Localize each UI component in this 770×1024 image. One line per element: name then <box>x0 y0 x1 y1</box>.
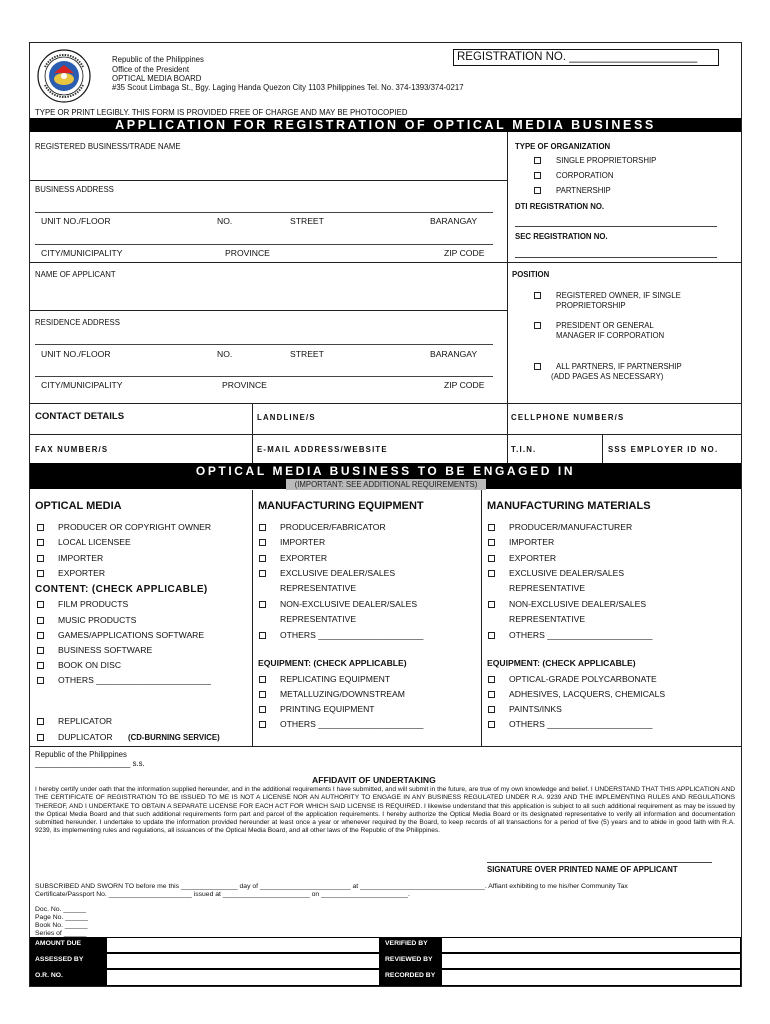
sworn-line-2: Certificate/Passport No. ______________________ issued at _______________________ on _______________________. <box>35 891 410 898</box>
form-border <box>29 42 742 987</box>
eq-exclusive-label: EXCLUSIVE DEALER/SALES <box>280 568 396 578</box>
polycarbonate-label: OPTICAL-GRADE POLYCARBONATE <box>509 674 657 684</box>
unit-label-2: UNIT NO./FLOOR <box>41 349 111 359</box>
om-exporter-checkbox[interactable] <box>37 570 44 577</box>
instruction-text: TYPE OR PRINT LEGIBLY. THIS FORM IS PROVIDED FREE OF CHARGE AND MAY BE PHOTOCOPIED <box>35 108 408 117</box>
eq-others-label: OTHERS ______________________ <box>280 630 424 640</box>
assessed-by-field[interactable] <box>107 954 379 968</box>
replicating-equipment-label: REPLICATING EQUIPMENT <box>280 674 391 684</box>
corporation-checkbox[interactable] <box>534 172 541 179</box>
affidavit-ss: ______________________ s.s. <box>35 759 145 768</box>
doc-no: Doc. No. ______ <box>35 906 87 913</box>
adhesives-label: ADHESIVES, LACQUERS, CHEMICALS <box>509 689 666 699</box>
local-licensee-checkbox[interactable] <box>37 539 44 546</box>
dti-field[interactable] <box>515 226 717 227</box>
amount-due-field[interactable] <box>107 938 379 952</box>
eq-nonexclusive-label: NON-EXCLUSIVE DEALER/SALES <box>280 599 418 609</box>
music-products-label: MUSIC PRODUCTS <box>58 615 137 625</box>
paints-inks-checkbox[interactable] <box>488 706 495 713</box>
applicant-name-label: NAME OF APPLICANT <box>35 270 116 279</box>
position-partners-label-2: (ADD PAGES AS NECESSARY) <box>551 372 664 381</box>
book-on-disc-checkbox[interactable] <box>37 662 44 669</box>
landline-label: LANDLINE/S <box>257 413 316 422</box>
mat-check-others-label: OTHERS ______________________ <box>509 719 653 729</box>
contact-details-label: CONTACT DETAILS <box>35 411 125 422</box>
mat-nonexclusive-representative: REPRESENTATIVE <box>509 614 586 624</box>
optical-media-title: OPTICAL MEDIA <box>35 500 122 512</box>
mat-check-title: EQUIPMENT: (CHECK APPLICABLE) <box>487 658 636 668</box>
mat-producer-label: PRODUCER/MANUFACTURER <box>509 522 633 532</box>
verified-by-label: VERIFIED BY <box>385 940 428 947</box>
recorded-by-label: RECORDED BY <box>385 972 436 979</box>
mat-exclusive-label: EXCLUSIVE DEALER/SALES <box>509 568 625 578</box>
mat-producer-checkbox[interactable] <box>488 524 495 531</box>
business-address-label: BUSINESS ADDRESS <box>35 185 114 194</box>
or-no-field[interactable] <box>107 970 379 985</box>
music-products-checkbox[interactable] <box>37 617 44 624</box>
business-section-subtitle: (IMPORTANT: SEE ADDITIONAL REQUIREMENTS) <box>286 479 486 490</box>
duplicator-note: (CD-BURNING SERVICE) <box>128 733 220 742</box>
province-label-2: PROVINCE <box>222 380 267 390</box>
position-partners-label: ALL PARTNERS, IF PARTNERSHIP <box>556 362 682 371</box>
mat-importer-checkbox[interactable] <box>488 539 495 546</box>
header-office: Office of the President <box>112 65 190 74</box>
amount-due-label: AMOUNT DUE <box>35 940 82 947</box>
metalluzing-checkbox[interactable] <box>259 691 266 698</box>
organization-type-label: TYPE OF ORGANIZATION <box>515 142 611 151</box>
games-software-checkbox[interactable] <box>37 632 44 639</box>
dti-label: DTI REGISTRATION NO. <box>515 202 605 211</box>
position-president-label: PRESIDENT OR GENERAL <box>556 321 654 330</box>
printing-equipment-checkbox[interactable] <box>259 706 266 713</box>
business-software-label: BUSINESS SOFTWARE <box>58 645 153 655</box>
local-licensee-label: LOCAL LICENSEE <box>58 537 131 547</box>
zip-label: ZIP CODE <box>444 248 485 258</box>
eq-check-others-checkbox[interactable] <box>259 721 266 728</box>
om-importer-label: IMPORTER <box>58 553 104 563</box>
or-no-label: O.R. NO. <box>35 972 63 979</box>
business-section-title: OPTICAL MEDIA BUSINESS TO BE ENGAGED IN <box>195 464 576 478</box>
position-partners-checkbox[interactable] <box>534 363 541 370</box>
position-president-label-2: MANAGER IF CORPORATION <box>556 331 665 340</box>
position-owner-label: REGISTERED OWNER, IF SINGLE <box>556 291 681 300</box>
polycarbonate-checkbox[interactable] <box>488 676 495 683</box>
reviewed-by-label: REVIEWED BY <box>385 956 433 963</box>
adhesives-checkbox[interactable] <box>488 691 495 698</box>
sworn-line-1: SUBSCRIBED AND SWORN TO before me this _______________ day of ________________________ at _________________________________. Affiant exhibiting to me his/her Community Tax <box>35 883 628 890</box>
film-products-checkbox[interactable] <box>37 601 44 608</box>
printing-equipment-label: PRINTING EQUIPMENT <box>280 704 375 714</box>
eq-importer-label: IMPORTER <box>280 537 326 547</box>
position-owner-checkbox[interactable] <box>534 292 541 299</box>
reviewed-by-field[interactable] <box>442 954 740 968</box>
optical-media-board-seal-icon <box>37 49 91 103</box>
om-exporter-label: EXPORTER <box>58 568 106 578</box>
business-software-checkbox[interactable] <box>37 647 44 654</box>
materials-title: MANUFACTURING MATERIALS <box>487 500 651 512</box>
partnership-checkbox[interactable] <box>534 187 541 194</box>
paints-inks-label: PAINTS/INKS <box>509 704 562 714</box>
eq-others-checkbox[interactable] <box>259 632 266 639</box>
header-republic: Republic of the Philippines <box>112 55 204 64</box>
book-on-disc-label: BOOK ON DISC <box>58 660 122 670</box>
mat-exporter-label: EXPORTER <box>509 553 557 563</box>
eq-nonexclusive-checkbox[interactable] <box>259 601 266 608</box>
street-label-2: STREET <box>290 349 324 359</box>
series-of: Series of ______ <box>35 930 87 937</box>
metalluzing-label: METALLUZING/DOWNSTREAM <box>280 689 405 699</box>
duplicator-checkbox[interactable] <box>37 734 44 741</box>
no-label: NO. <box>217 216 233 226</box>
header-board: OPTICAL MEDIA BOARD <box>112 74 202 83</box>
eq-check-others-label: OTHERS ______________________ <box>280 719 424 729</box>
email-label: E-MAIL ADDRESS/WEBSITE <box>257 445 388 454</box>
affidavit-body: I hereby certify under oath that the information supplied hereunder, and in the additional requirements I have submitted, and will submit in the future, are true of my own knowledge and belief. I UNDERSTAND THAT THIS APPLICATION AND THE CERTIFICATE OF REGISTRATION TO BE ISSUED TO ME IS NOT A LICENSE NOR AN AUTHORITY TO ENGAGE IN ANY BUSINESS REGULATED UNDER R.A. 9239 AND THE IMPLEMENTING RULES AND REGULATIONS THEREOF, AND I UNDERTAKE TO OBTAIN A SEPARATE LICENSE FOR EACH ACT FOR WHICH SAID LICENSE IS REQUIRED. I likewise understand that this application is subject to all such additional requirement as may be issued by the Optical Media Board and that such additional requirements form part and parcel of the application requirements. I hereby authorize the Optical Media Board or its designated representative to verify all information and documentation submitted hereunder. I undertake to update the information provided hereunder at least once a year or whenever required by the Board, to keep records of all transactions for a period of five (5) years and to abide in good faith with R.A. 9239, its implementing rules and regulations, all issuances of the Optical Media Board, and all other laws of the Republic of the Philippines. <box>35 786 735 835</box>
content-others-label: OTHERS ________________________ <box>58 675 211 685</box>
barangay-label-2: BARANGAY <box>430 349 478 359</box>
mat-nonexclusive-checkbox[interactable] <box>488 601 495 608</box>
mat-others-label: OTHERS ______________________ <box>509 630 653 640</box>
mat-nonexclusive-label: NON-EXCLUSIVE DEALER/SALES <box>509 599 647 609</box>
eq-exclusive-representative: REPRESENTATIVE <box>280 583 357 593</box>
duplicator-label: DUPLICATOR <box>58 732 113 742</box>
single-proprietorship-checkbox[interactable] <box>534 157 541 164</box>
residence-address-label: RESIDENCE ADDRESS <box>35 318 120 327</box>
cellphone-label: CELLPHONE NUMBER/S <box>511 413 625 422</box>
eq-exporter-checkbox[interactable] <box>259 555 266 562</box>
replicator-label: REPLICATOR <box>58 716 113 726</box>
sec-field[interactable] <box>515 257 717 258</box>
form-title: APPLICATION FOR REGISTRATION OF OPTICAL MEDIA BUSINESS <box>30 118 741 132</box>
content-others-checkbox[interactable] <box>37 677 44 684</box>
book-no: Book No. ______ <box>35 922 88 929</box>
position-owner-label-2: PROPRIETORSHIP <box>556 301 626 310</box>
replicating-equipment-checkbox[interactable] <box>259 676 266 683</box>
sss-label: SSS EMPLOYER ID NO. <box>608 445 719 454</box>
province-label: PROVINCE <box>225 248 270 258</box>
producer-copyright-checkbox[interactable] <box>37 524 44 531</box>
trade-name-label: REGISTERED BUSINESS/TRADE NAME <box>35 142 181 151</box>
recorded-by-field[interactable] <box>442 970 740 985</box>
verified-by-field[interactable] <box>442 938 740 952</box>
assessed-by-label: ASSESSED BY <box>35 956 84 963</box>
replicator-checkbox[interactable] <box>37 718 44 725</box>
producer-copyright-label: PRODUCER OR COPYRIGHT OWNER <box>58 522 212 532</box>
page-no: Page No. ______ <box>35 914 88 921</box>
mat-exporter-checkbox[interactable] <box>488 555 495 562</box>
city-label: CITY/MUNICIPALITY <box>41 248 123 258</box>
mat-check-others-checkbox[interactable] <box>488 721 495 728</box>
sec-label: SEC REGISTRATION NO. <box>515 232 608 241</box>
eq-nonexclusive-representative: REPRESENTATIVE <box>280 614 357 624</box>
barangay-label: BARANGAY <box>430 216 478 226</box>
mat-others-checkbox[interactable] <box>488 632 495 639</box>
fax-label: FAX NUMBER/S <box>35 445 109 454</box>
eq-importer-checkbox[interactable] <box>259 539 266 546</box>
partnership-label: PARTNERSHIP <box>556 186 611 195</box>
single-proprietorship-label: SINGLE PROPRIETORSHIP <box>556 156 657 165</box>
eq-producer-checkbox[interactable] <box>259 524 266 531</box>
registration-number-box[interactable]: REGISTRATION NO. ____________________ <box>453 49 719 66</box>
tin-label: T.I.N. <box>511 445 537 454</box>
city-label-2: CITY/MUNICIPALITY <box>41 380 123 390</box>
content-title: CONTENT: (CHECK APPLICABLE) <box>35 584 208 595</box>
mat-exclusive-checkbox[interactable] <box>488 570 495 577</box>
games-software-label: GAMES/APPLICATIONS SOFTWARE <box>58 630 205 640</box>
affidavit-republic: Republic of the Philippines <box>35 750 127 759</box>
corporation-label: CORPORATION <box>556 171 614 180</box>
unit-label: UNIT NO./FLOOR <box>41 216 111 226</box>
om-importer-checkbox[interactable] <box>37 555 44 562</box>
affidavit-title: AFFIDAVIT OF UNDERTAKING <box>312 775 436 785</box>
mat-importer-label: IMPORTER <box>509 537 555 547</box>
position-president-checkbox[interactable] <box>534 322 541 329</box>
street-label: STREET <box>290 216 324 226</box>
film-products-label: FILM PRODUCTS <box>58 599 129 609</box>
eq-exporter-label: EXPORTER <box>280 553 328 563</box>
eq-exclusive-checkbox[interactable] <box>259 570 266 577</box>
position-label: POSITION <box>512 270 550 279</box>
equipment-title: MANUFACTURING EQUIPMENT <box>258 500 424 512</box>
header-address: #35 Scout Limbaga St., Bgy. Laging Handa Quezon City 1103 Philippines Tel. No. 374-1393/374-0217 <box>112 83 464 92</box>
no-label-2: NO. <box>217 349 233 359</box>
signature-line[interactable] <box>487 862 712 863</box>
zip-label-2: ZIP CODE <box>444 380 485 390</box>
eq-producer-label: PRODUCER/FABRICATOR <box>280 522 386 532</box>
signature-label: SIGNATURE OVER PRINTED NAME OF APPLICANT <box>487 865 678 874</box>
mat-exclusive-representative: REPRESENTATIVE <box>509 583 586 593</box>
eq-check-title: EQUIPMENT: (CHECK APPLICABLE) <box>258 658 407 668</box>
